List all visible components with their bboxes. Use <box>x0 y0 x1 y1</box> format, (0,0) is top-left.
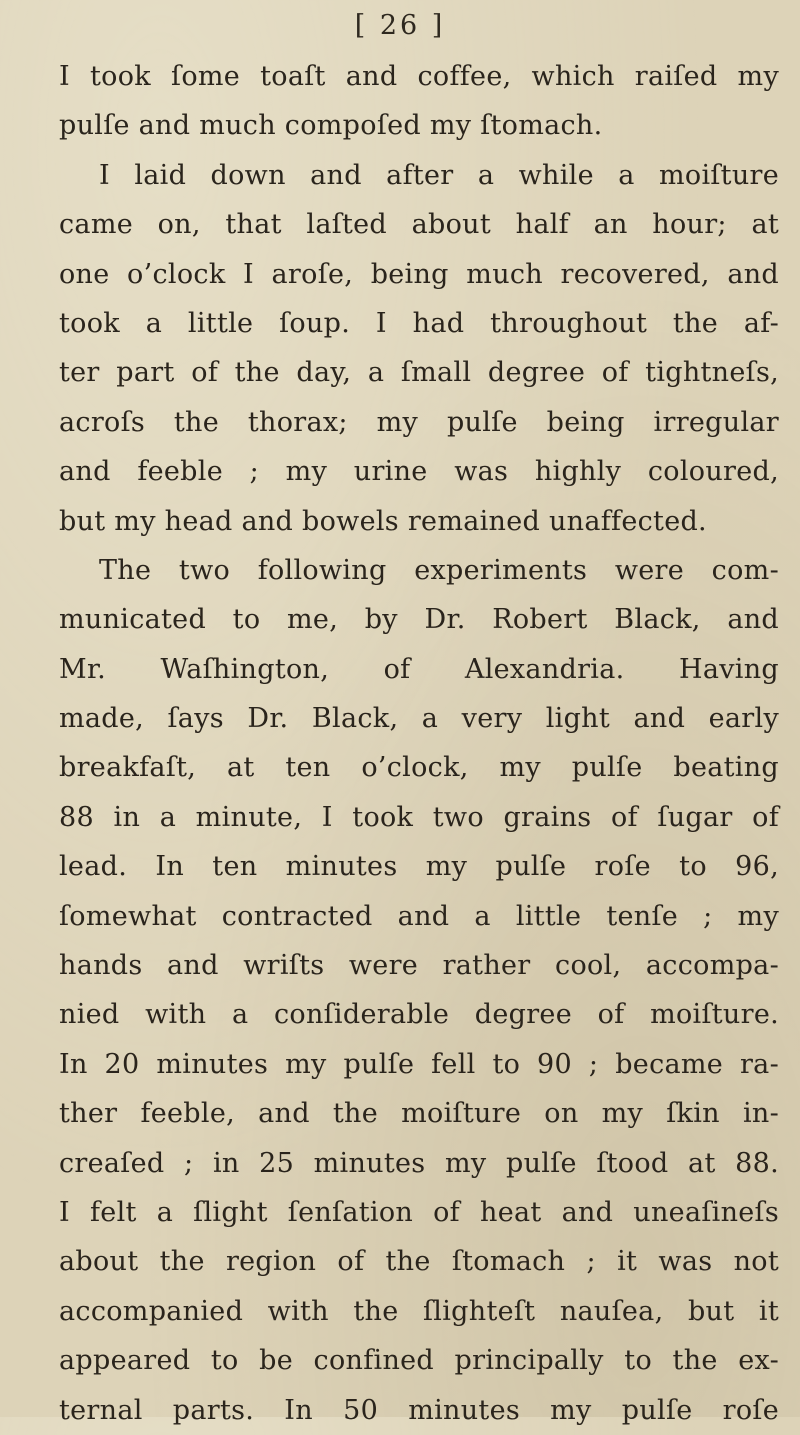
text-line: one o’clock I aroſe, being much recovered, and <box>59 258 779 290</box>
text-line: pulſe and much compoſed my ſtomach. <box>59 110 603 142</box>
text-line: accompanied with the ſlighteſt nauſea, but it <box>59 1295 779 1327</box>
page-number: [ 26 ] <box>354 10 446 41</box>
text-line: came on, that laſted about half an hour; at <box>59 209 779 241</box>
text-line: nied with a conſiderable degree of moiſture. <box>59 999 779 1031</box>
text-line: The two following experiments were com- <box>99 554 779 586</box>
text-line: hands and wriſts were rather cool, accompa- <box>59 950 779 982</box>
text-line: breakfaſt, at ten o’clock, my pulſe beating <box>59 752 779 784</box>
text-line: about the region of the ſtomach ; it was not <box>59 1246 779 1278</box>
text-line: In 20 minutes my pulſe fell to 90 ; became ra- <box>59 1048 779 1080</box>
text-line: made, ſays Dr. Black, a very light and early <box>59 703 779 735</box>
text-line: took a little ſoup. I had throughout the af- <box>59 307 779 339</box>
text-line: municated to me, by Dr. Robert Black, and <box>59 604 779 636</box>
text-line: ter part of the day, a ſmall degree of tightneſs, <box>59 357 779 389</box>
text-line: appeared to be confined principally to the ex- <box>59 1345 779 1377</box>
text-line: Mr. Waſhington, of Alexandria. Having <box>59 653 779 685</box>
text-line: I took ſome toaſt and coffee, which raiſed my <box>59 61 779 92</box>
text-line: ſomewhat contracted and a little tenſe ; my <box>59 900 779 932</box>
text-line: 88 in a minute, I took two grains of ſugar of <box>59 801 779 833</box>
text-line: creaſed ; in 25 minutes my pulſe ſtood at 88. <box>59 1147 779 1179</box>
text-line: and feeble ; my urine was highly coloured, <box>59 456 779 488</box>
text-line: I felt a ſlight ſenſation of heat and uneaſineſs <box>59 1196 779 1228</box>
body-text <box>59 52 779 1435</box>
text-line: I laid down and after a while a moiſture <box>99 159 779 191</box>
text-line: ternal parts. In 50 minutes my pulſe roſe <box>59 1394 779 1426</box>
text-line: lead. In ten minutes my pulſe roſe to 96, <box>59 851 779 883</box>
text-line: acroſs the thorax; my pulſe being irregular <box>59 406 779 438</box>
text-line: ther feeble, and the moiſture on my ſkin in- <box>59 1098 779 1130</box>
text-line: but my head and bowels remained unaffected. <box>59 505 707 537</box>
